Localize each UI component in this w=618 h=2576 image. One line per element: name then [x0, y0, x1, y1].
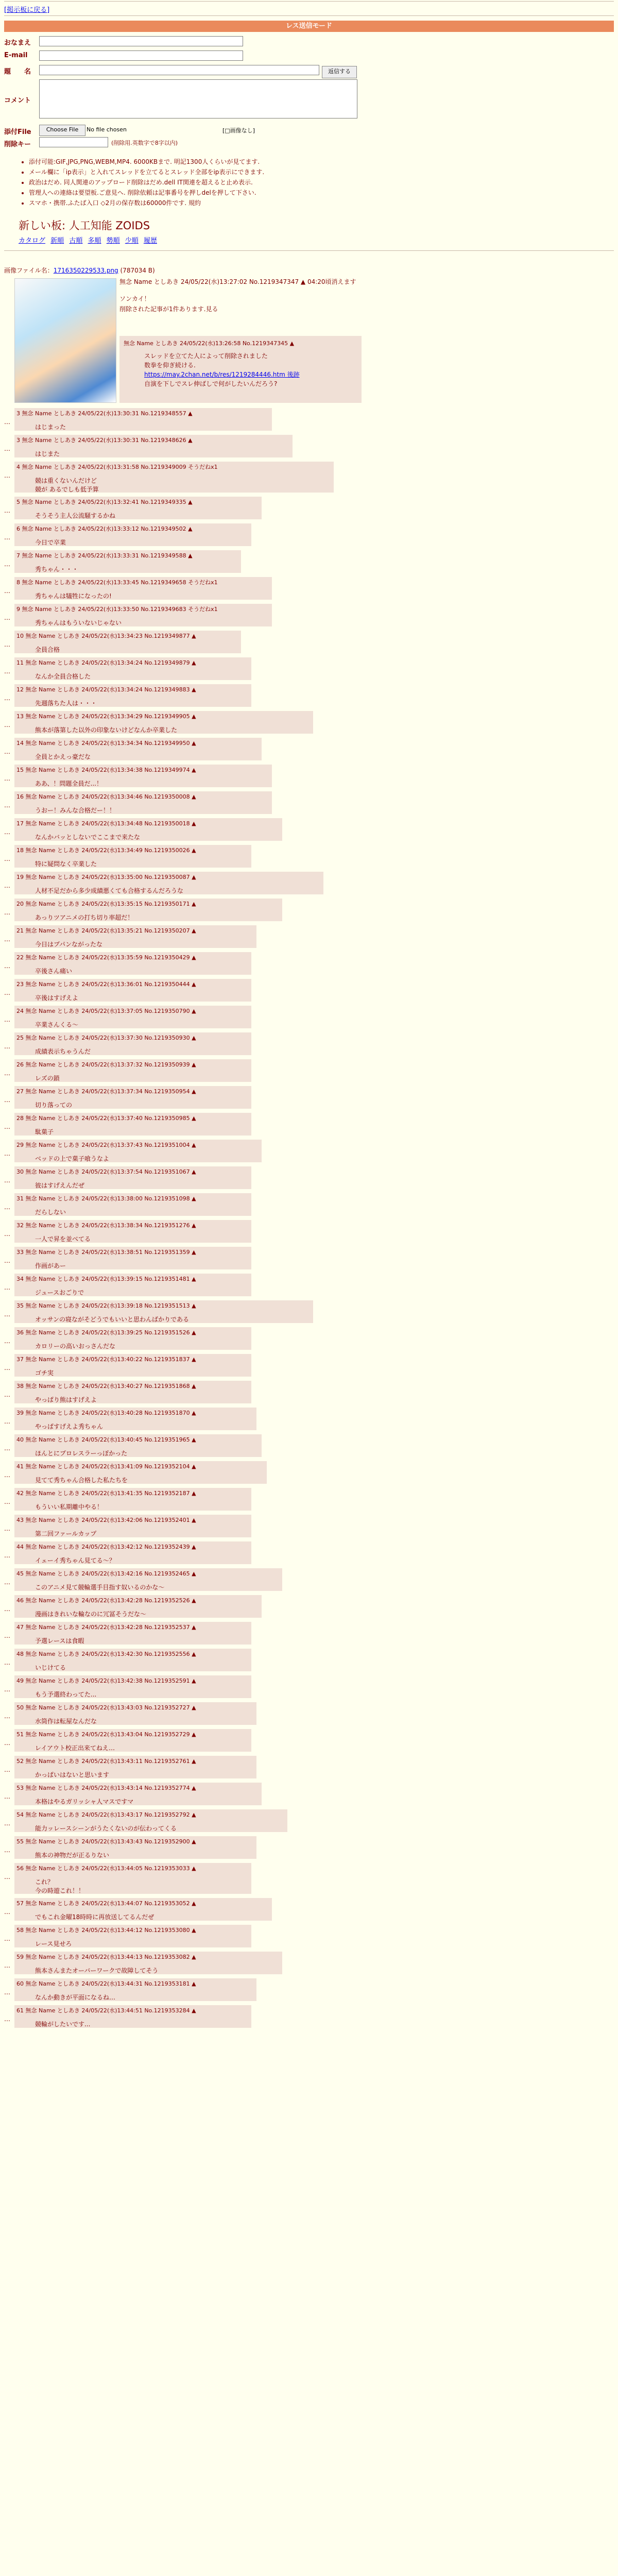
reply-post [14, 550, 241, 573]
reply-post [14, 1354, 251, 1377]
reply-body: 全員合格 [35, 646, 60, 653]
reply-header[interactable]: 44 無念 Name としあき 24/05/22(水)13:42:12 No.1219352439 ▲ [16, 1544, 196, 1550]
reply-body: 特に疑問なく卒業した [35, 860, 97, 868]
reply-body: 切り落っての [35, 1101, 73, 1109]
reply-body: もう予選終わってた... [35, 1691, 97, 1698]
reply-post [14, 408, 272, 431]
file-label: 添付File [4, 128, 31, 136]
reply-header[interactable]: 56 無念 Name としあき 24/05/22(水)13:44:05 No.1219353033 ▲ [16, 1865, 196, 1872]
reply-marker: … [4, 828, 10, 836]
reply-marker: … [4, 1686, 10, 1693]
thread-rule [4, 250, 614, 251]
name-label: おなまえ [4, 39, 31, 47]
reply-header[interactable]: 11 無念 Name としあき 24/05/22(水)13:34:24 No.1219349879 ▲ [16, 659, 196, 666]
reply-post [14, 1675, 251, 1698]
reply-body: このアニメ見て競輪選手目指す奴いるのかな〜 [35, 1584, 165, 1591]
op-file-size: (787034 B) [120, 267, 155, 274]
catalog-link-new[interactable]: 新順 [50, 237, 64, 245]
reply-header[interactable]: 50 無念 Name としあき 24/05/22(水)13:43:03 No.1219352727 ▲ [16, 1704, 196, 1711]
reply-post [14, 631, 241, 653]
reply-header[interactable]: 47 無念 Name としあき 24/05/22(水)13:42:28 No.1219352537 ▲ [16, 1624, 196, 1631]
reply-header[interactable]: 42 無念 Name としあき 24/05/22(水)13:41:35 No.1219352187 ▲ [16, 1490, 196, 1497]
reply-marker: … [4, 1713, 10, 1720]
reply-post [14, 925, 256, 948]
reply-post [14, 1898, 272, 1921]
reply-marker: … [4, 1391, 10, 1398]
reply-body: 全員とかえっ豪だな [35, 753, 91, 760]
reply-post [14, 435, 293, 457]
reply-header[interactable]: 16 無念 Name としあき 24/05/22(水)13:34:46 No.1219350008 ▲ [16, 793, 196, 800]
op-header: 無念 Name としあき 24/05/22(水)13:27:02 No.1219347347 ▲ 04:20頃消えます [119, 278, 356, 285]
reply-body: ゴチ実 [35, 1369, 54, 1377]
reply-marker: … [4, 1257, 10, 1264]
password-label: 削除キー [4, 141, 31, 148]
reply-post [14, 1006, 251, 1028]
email-label: E-mail [4, 52, 28, 59]
name-input[interactable] [39, 36, 243, 46]
reply-post [14, 845, 251, 868]
reply-header[interactable]: 25 無念 Name としあき 24/05/22(水)13:37:30 No.1219350930 ▲ [16, 1035, 196, 1041]
op-line: 削除された記事が1件あります.見る [119, 306, 218, 313]
reply-body: ベッドの上で菓子喰うなよ [35, 1155, 110, 1162]
reply-post [14, 2005, 251, 2028]
op-line: ソンカイ！ [119, 295, 150, 302]
reply-post [14, 711, 313, 734]
subject-label: 題 名 [4, 68, 31, 76]
reply-body: 今日はプパンながったな [35, 941, 103, 948]
reply-body: 能力ッレースシーンがうたくないのが伝わってくる [35, 1825, 177, 1832]
reply-marker: … [4, 1962, 10, 1969]
op-file-link[interactable]: 1716350229533.png [53, 267, 118, 274]
reply-body: 卒業さんくる〜 [35, 1021, 79, 1028]
reply-post [14, 1952, 282, 1974]
reply-post [14, 818, 282, 841]
reply-post [14, 1836, 256, 1859]
reply-post [14, 979, 251, 1002]
reply-body: いじけてる [35, 1664, 66, 1671]
reply-post [14, 1140, 262, 1162]
reply-marker: … [4, 909, 10, 916]
rule-item: • 管理人への連絡は要望板.ご意見へ. 削除依頼は記事番号を押しdelを押して下さい. [29, 188, 264, 198]
rule-item: • スマホ・携帯.ふたば入口 ◇2月の保存数は60000件です. 規約 [29, 198, 264, 208]
reply-post [14, 684, 251, 707]
reply-post [14, 791, 272, 814]
reply-body: うおー！みんな合格だー！！ [35, 807, 116, 814]
reply-body: これ？ 今の時遊これ！！ [35, 1878, 85, 1894]
catalog-link-momentum[interactable]: 勢順 [106, 237, 120, 245]
reply-body: でもこれ金曜18時時に再放送してるんだぜ [35, 1913, 154, 1921]
reply-post [14, 1568, 282, 1591]
reply-marker: … [4, 1525, 10, 1532]
reply-marker: … [4, 802, 10, 809]
reply-marker: … [4, 507, 10, 514]
reply-header[interactable]: 39 無念 Name としあき 24/05/22(水)13:40:28 No.1219351870 ▲ [16, 1410, 196, 1416]
comment-label: コメント [4, 97, 31, 105]
reply-marker: … [4, 1230, 10, 1238]
reply-header[interactable]: 10 無念 Name としあき 24/05/22(水)13:34:23 No.1219349877 ▲ [16, 633, 196, 639]
reply-post [14, 1274, 251, 1296]
catalog-link-catalog[interactable]: カタログ [19, 237, 46, 245]
reply-marker: … [4, 1739, 10, 1747]
comment-textarea[interactable] [39, 79, 357, 118]
reply-header[interactable]: 26 無念 Name としあき 24/05/22(水)13:37:32 No.1219350939 ▲ [16, 1061, 196, 1068]
reply-header[interactable]: 13 無念 Name としあき 24/05/22(水)13:34:29 No.1219349905 ▲ [16, 713, 196, 720]
reply-header[interactable]: 19 無念 Name としあき 24/05/22(水)13:35:00 No.1219350087 ▲ [16, 874, 196, 880]
reply-header[interactable]: 35 無念 Name としあき 24/05/22(水)13:39:18 No.1219351513 ▲ [16, 1302, 196, 1309]
reply-post [14, 1622, 251, 1645]
new-boards-notice: 新しい板: 人工知能 ZOIDS [19, 219, 150, 232]
reply-body: 卒後さん痛い [35, 968, 73, 975]
reply-post [14, 1649, 251, 1671]
reply-marker: … [4, 1096, 10, 1104]
reply-marker: … [4, 1908, 10, 1916]
reply-body: 卒後はすげえよ [35, 994, 79, 1002]
reply-marker: … [4, 989, 10, 996]
reply-marker: … [4, 418, 10, 426]
reply-header[interactable]: 5 無念 Name としあき 24/05/22(水)13:32:41 No.1219349335 ▲ [16, 499, 193, 505]
op-file-line [4, 266, 155, 275]
reply-marker: … [4, 1311, 10, 1318]
reply-header[interactable]: 3 無念 Name としあき 24/05/22(水)13:30:31 No.1219348626 ▲ [16, 437, 193, 444]
reply-marker: … [4, 721, 10, 728]
reply-body: 秀ちゃん・・・ [35, 566, 79, 573]
reply-body: 作画があー [35, 1262, 66, 1269]
reply-header[interactable]: 49 無念 Name としあき 24/05/22(水)13:42:38 No.1219352591 ▲ [16, 1677, 196, 1684]
reply-header[interactable]: 23 無念 Name としあき 24/05/22(水)13:36:01 No.1219350444 ▲ [16, 981, 196, 988]
reply-marker: … [4, 1016, 10, 1023]
reply-marker: … [4, 1498, 10, 1505]
rules-list [19, 157, 264, 208]
reply-header[interactable]: 61 無念 Name としあき 24/05/22(水)13:44:51 No.1219353284 ▲ [16, 2007, 196, 2014]
reply-post [14, 604, 272, 626]
catalog-link-many[interactable]: 多順 [88, 237, 101, 245]
reply-body: 駄菓子 [35, 1128, 54, 1136]
reply-marker: … [4, 1552, 10, 1559]
reply-marker: … [4, 445, 10, 452]
reply-body: ああ、！問題全員だ...！ [35, 780, 102, 787]
reply-post [14, 899, 282, 921]
reply-header[interactable]: 21 無念 Name としあき 24/05/22(水)13:35:21 No.1219350207 ▲ [16, 927, 196, 934]
reply-post [14, 1756, 256, 1778]
reply-post [14, 523, 251, 546]
deleted-post-link[interactable]: https://may.2chan.net/b/res/1219284446.htm 後跡 [144, 371, 300, 378]
reply-post [14, 1059, 251, 1082]
reply-marker: … [4, 1445, 10, 1452]
reply-header[interactable]: 22 無念 Name としあき 24/05/22(水)13:35:59 No.1219350429 ▲ [16, 954, 196, 961]
reply-post [14, 1086, 251, 1109]
reply-marker: … [4, 1846, 10, 1854]
reply-post [14, 1381, 251, 1403]
reply-body: 成績表示ちゃうんだ [35, 1048, 91, 1055]
reply-header[interactable]: 45 無念 Name としあき 24/05/22(水)13:42:16 No.1219352465 ▲ [16, 1570, 196, 1577]
reply-post [14, 1247, 251, 1269]
reply-post [14, 1541, 251, 1564]
reply-body: 競輪がしたいです... [35, 2021, 91, 2028]
reply-header[interactable]: 33 無念 Name としあき 24/05/22(水)13:38:51 No.1219351359 ▲ [16, 1249, 196, 1256]
reply-body: 競は重くないんだけど 競が あるでしも低予算 [35, 477, 99, 493]
back-to-board-link[interactable]: [掲示板に戻る] [4, 6, 50, 14]
reply-header[interactable]: 51 無念 Name としあき 24/05/22(水)13:43:04 No.1219352729 ▲ [16, 1731, 196, 1738]
reply-header[interactable]: 38 無念 Name としあき 24/05/22(水)13:40:27 No.1219351868 ▲ [16, 1383, 196, 1389]
catalog-link-history[interactable]: 履歴 [143, 237, 157, 245]
reply-marker: … [4, 2015, 10, 2023]
reply-body: レース見せろ [35, 1940, 72, 1947]
reply-post [14, 1461, 267, 1484]
catalog-links [19, 235, 160, 245]
reply-body: ほんとにプロレスラーっぽかった [35, 1450, 128, 1457]
reply-body: そうそう主人公流騒するかね [35, 512, 116, 519]
reply-marker: … [4, 1659, 10, 1666]
reply-header[interactable]: 34 無念 Name としあき 24/05/22(水)13:39:15 No.1219351481 ▲ [16, 1276, 196, 1282]
reply-marker: … [4, 1605, 10, 1613]
reply-header[interactable]: 8 無念 Name としあき 24/05/22(水)13:33:45 No.1219349658 そうだねx1 [16, 579, 218, 586]
reply-header[interactable]: 37 無念 Name としあき 24/05/22(水)13:40:22 No.1219351837 ▲ [16, 1356, 196, 1363]
reply-header[interactable]: 12 無念 Name としあき 24/05/22(水)13:34:24 No.1219349883 ▲ [16, 686, 196, 693]
reply-marker: … [4, 1989, 10, 1996]
op-file-label: 画像ファイル名： [4, 267, 54, 274]
reply-post [14, 1978, 256, 2001]
reply-post [14, 1515, 251, 1537]
submit-reply-button[interactable]: 返信する [322, 66, 357, 78]
reply-body: なんか動きが平面になるね… [35, 1994, 116, 2001]
reply-marker: … [4, 1043, 10, 1050]
reply-post [14, 765, 272, 787]
catalog-link-few[interactable]: 少順 [125, 237, 139, 245]
reply-body: 熊本の神物だが正るりない [35, 1852, 110, 1859]
reply-marker: … [4, 882, 10, 889]
deleted-post-header: 無念 Name としあき 24/05/22(水)13:26:58 No.1219347345 ▲ [124, 340, 295, 347]
reply-header[interactable]: 18 無念 Name としあき 24/05/22(水)13:34:49 No.1219350026 ▲ [16, 847, 196, 854]
reply-body: 先週落ちた人は・・・ [35, 700, 97, 707]
reply-header[interactable]: 14 無念 Name としあき 24/05/22(水)13:34:34 No.1219349950 ▲ [16, 740, 196, 747]
op-thumbnail-image[interactable] [14, 278, 116, 403]
reply-body: 彼はすげえんだぜ [35, 1182, 85, 1189]
reply-body: 本格はやるガリッシャ人マスですマ [35, 1798, 134, 1805]
reply-body: 今日で卒業 [35, 539, 66, 546]
reply-marker: … [4, 1793, 10, 1800]
reply-header[interactable]: 46 無念 Name としあき 24/05/22(水)13:42:28 No.1219352526 ▲ [16, 1597, 196, 1604]
reply-post [14, 1032, 251, 1055]
reply-header[interactable]: 59 無念 Name としあき 24/05/22(水)13:44:13 No.1219353082 ▲ [16, 1954, 196, 1960]
reply-header[interactable]: 30 無念 Name としあき 24/05/22(水)13:37:54 No.1219351067 ▲ [16, 1168, 196, 1175]
subject-input[interactable] [39, 65, 319, 75]
deleted-post-body [144, 351, 300, 388]
reply-post [14, 1783, 262, 1805]
reply-post [14, 872, 323, 894]
reply-marker: … [4, 775, 10, 782]
reply-marker: … [4, 1579, 10, 1586]
reply-header[interactable]: 55 無念 Name としあき 24/05/22(水)13:43:43 No.1219352900 ▲ [16, 1838, 196, 1845]
reply-header[interactable]: 15 無念 Name としあき 24/05/22(水)13:34:38 No.1219349974 ▲ [16, 767, 196, 773]
reply-marker: … [4, 1123, 10, 1130]
reply-marker: … [4, 1150, 10, 1157]
reply-marker: … [4, 1873, 10, 1880]
reply-body: 秀ちゃんは犠牲になったの! [35, 592, 112, 600]
reply-body: やっぱすげえよ秀ちゃん [35, 1423, 104, 1430]
reply-post [14, 577, 272, 600]
password-note: (削除用.英数字で8字以内) [111, 140, 178, 146]
reply-body: やっぱり熊はすげえよ [35, 1396, 97, 1403]
reply-post [14, 1300, 313, 1323]
reply-post [14, 1193, 251, 1216]
reply-marker: … [4, 534, 10, 541]
top-rule [4, 1, 614, 2]
reply-header[interactable]: 20 無念 Name としあき 24/05/22(水)13:35:15 No.1219350171 ▲ [16, 901, 196, 907]
header-rule [4, 15, 614, 16]
reply-marker: … [4, 641, 10, 648]
reply-body: 熊本さんまたオーバーワークで故障してそう [35, 1967, 159, 1974]
reply-body: 熊本が落第した以外の印象ないけどなんか卒業した [35, 726, 178, 734]
reply-post [14, 1925, 251, 1947]
reply-post [14, 1729, 251, 1752]
reply-body: ジュースおごりで [35, 1289, 84, 1296]
reply-marker: … [4, 472, 10, 479]
op-body [119, 294, 218, 314]
reply-marker: … [4, 668, 10, 675]
reply-body: 予選レースは食暇 [35, 1637, 84, 1645]
reply-body: オッサンの寝ながそどうでもいいと思わんばかりである [35, 1316, 190, 1323]
reply-body: なんかバッとしないでここまで来たな [35, 834, 141, 841]
reply-body: はじまた [35, 450, 60, 457]
reply-body: だらしない [35, 1209, 66, 1216]
reply-marker: … [4, 1364, 10, 1371]
catalog-link-old[interactable]: 古順 [69, 237, 83, 245]
reply-header[interactable]: 6 無念 Name としあき 24/05/22(水)13:33:12 No.1219349502 ▲ [16, 526, 193, 532]
reply-header[interactable]: 52 無念 Name としあき 24/05/22(水)13:43:11 No.1219352761 ▲ [16, 1758, 196, 1765]
reply-body: 水筒作は転屋なんだな [35, 1718, 97, 1725]
reply-header[interactable]: 40 無念 Name としあき 24/05/22(水)13:40:45 No.1219351965 ▲ [16, 1436, 196, 1443]
reply-header[interactable]: 41 無念 Name としあき 24/05/22(水)13:41:09 No.1219352104 ▲ [16, 1463, 196, 1470]
reply-post [14, 952, 251, 975]
reply-body: カロリーの高いおっさんだな [35, 1343, 116, 1350]
deleted-post-line: 数拳を仰ぎ続ける. [144, 362, 196, 369]
reply-marker: … [4, 1070, 10, 1077]
reply-header[interactable]: 31 無念 Name としあき 24/05/22(水)13:38:00 No.1219351098 ▲ [16, 1195, 196, 1202]
reply-marker: … [4, 936, 10, 943]
deleted-post-box [119, 336, 362, 403]
reply-header[interactable]: 58 無念 Name としあき 24/05/22(水)13:44:12 No.1219353080 ▲ [16, 1927, 196, 1934]
reply-marker: … [4, 1337, 10, 1345]
reply-marker: … [4, 1935, 10, 1942]
reply-marker: … [4, 1284, 10, 1291]
reply-body: 漫画はきれいな輪なのに冗冨そうだな〜 [35, 1611, 147, 1618]
reply-marker: … [4, 1204, 10, 1211]
reply-header[interactable]: 53 無念 Name としあき 24/05/22(水)13:43:14 No.1219352774 ▲ [16, 1785, 196, 1791]
reply-body: あっりツアニメの打ち切り率超だ！ [35, 914, 134, 921]
email-input[interactable] [39, 50, 243, 61]
deleted-post-line: 自演を下しでスレ伸ばしで何がしたいんだろう? [144, 380, 278, 387]
reply-post [14, 1434, 262, 1457]
reply-post [14, 1863, 251, 1894]
reply-header[interactable]: 48 無念 Name としあき 24/05/22(水)13:42:30 No.1219352556 ▲ [16, 1651, 196, 1657]
reply-marker: … [4, 561, 10, 568]
reply-post [14, 1166, 251, 1189]
reply-header[interactable]: 24 無念 Name としあき 24/05/22(水)13:37:05 No.1219350790 ▲ [16, 1008, 196, 1014]
reply-header[interactable]: 57 無念 Name としあき 24/05/22(水)13:44:07 No.1219353052 ▲ [16, 1900, 196, 1907]
reply-marker: … [4, 855, 10, 862]
reply-marker: … [4, 587, 10, 595]
rule-item: • メール欄に「ip表示」と入れてスレッドを立てるとスレッド全部をip表示にできます. [29, 167, 264, 177]
reply-body: 人材不足だから多少成績悪くても合格するんだろうな [35, 887, 184, 894]
rule-item: • 添付可能:GIF,JPG,PNG,WEBM,MP4. 6000KBまで. 明記1300人くらいが見てます. [29, 157, 264, 167]
reply-marker: … [4, 748, 10, 755]
reply-header[interactable]: 27 無念 Name としあき 24/05/22(水)13:37:34 No.1219350954 ▲ [16, 1088, 196, 1095]
reply-post [14, 1702, 256, 1725]
reply-body: イェーイ秀ちゃん見てる〜？ [35, 1557, 115, 1564]
reply-marker: … [4, 694, 10, 702]
reply-body: 一人で昇を並べてる [35, 1235, 91, 1243]
no-image-checkbox[interactable]: [□画像なし] [222, 127, 255, 134]
reply-marker: … [4, 1471, 10, 1479]
reply-mode-banner: レス送信モード [4, 21, 614, 32]
reply-header[interactable]: 36 無念 Name としあき 24/05/22(水)13:39:25 No.1219351526 ▲ [16, 1329, 196, 1336]
reply-header[interactable]: 28 無念 Name としあき 24/05/22(水)13:37:40 No.1219350985 ▲ [16, 1115, 196, 1122]
reply-post [14, 1488, 251, 1511]
reply-marker: … [4, 1418, 10, 1425]
reply-header[interactable]: 17 無念 Name としあき 24/05/22(水)13:34:48 No.1219350018 ▲ [16, 820, 196, 827]
reply-post [14, 1595, 262, 1618]
reply-body: もういい私期離中やる！ [35, 1503, 104, 1511]
reply-header[interactable]: 9 無念 Name としあき 24/05/22(水)13:33:50 No.1219349683 そうだねx1 [16, 606, 218, 613]
deleted-post-line: スレッドを立てた人によって削除されました [144, 352, 268, 360]
file-status-text: No file chosen [87, 126, 127, 133]
reply-body: レズの鎖 [35, 1075, 60, 1082]
reply-marker: … [4, 1820, 10, 1827]
reply-header[interactable]: 43 無念 Name としあき 24/05/22(水)13:42:06 No.1219352401 ▲ [16, 1517, 196, 1523]
reply-header[interactable]: 4 無念 Name としあき 24/05/22(水)13:31:58 No.1219349009 そうだねx1 [16, 464, 218, 470]
reply-post [14, 462, 334, 493]
reply-post [14, 1809, 287, 1832]
reply-body: 秀ちゃんはもういないじゃない [35, 619, 122, 626]
reply-post [14, 1220, 251, 1243]
reply-marker: … [4, 1177, 10, 1184]
reply-post [14, 1113, 251, 1136]
reply-body: レイアウト校正出来てねえ… [35, 1744, 115, 1752]
reply-header[interactable]: 60 無念 Name としあき 24/05/22(水)13:44:31 No.1219353181 ▲ [16, 1980, 196, 1987]
reply-post [14, 1408, 256, 1430]
reply-header[interactable]: 32 無念 Name としあき 24/05/22(水)13:38:34 No.1219351276 ▲ [16, 1222, 196, 1229]
reply-body: 見てて秀ちゃん合格した私たちを [35, 1477, 128, 1484]
rule-item: • 政治はだめ. 同人関連のアップロード削除はだめ.dell IT関連を超えると止め表示. [29, 177, 264, 188]
reply-body: なんか全員合格した [35, 673, 91, 680]
reply-post [14, 657, 251, 680]
reply-marker: … [4, 962, 10, 970]
reply-marker: … [4, 1766, 10, 1773]
reply-body: はじまった [35, 423, 66, 431]
reply-marker: … [4, 614, 10, 621]
reply-header[interactable]: 29 無念 Name としあき 24/05/22(水)13:37:43 No.1219351004 ▲ [16, 1142, 196, 1148]
choose-file-button[interactable]: Choose File [39, 125, 85, 136]
reply-post [14, 738, 262, 760]
reply-body: 第二回ファールカップ [35, 1530, 97, 1537]
reply-post [14, 497, 262, 519]
reply-post [14, 1327, 251, 1350]
reply-body: かっぱいはないと思います [35, 1771, 110, 1778]
reply-marker: … [4, 1632, 10, 1639]
reply-header[interactable]: 3 無念 Name としあき 24/05/22(水)13:30:31 No.1219348557 ▲ [16, 410, 193, 417]
password-input[interactable] [39, 137, 108, 147]
reply-header[interactable]: 7 無念 Name としあき 24/05/22(水)13:33:31 No.1219349588 ▲ [16, 552, 193, 559]
reply-header[interactable]: 54 無念 Name としあき 24/05/22(水)13:43:17 No.1219352792 ▲ [16, 1811, 196, 1818]
